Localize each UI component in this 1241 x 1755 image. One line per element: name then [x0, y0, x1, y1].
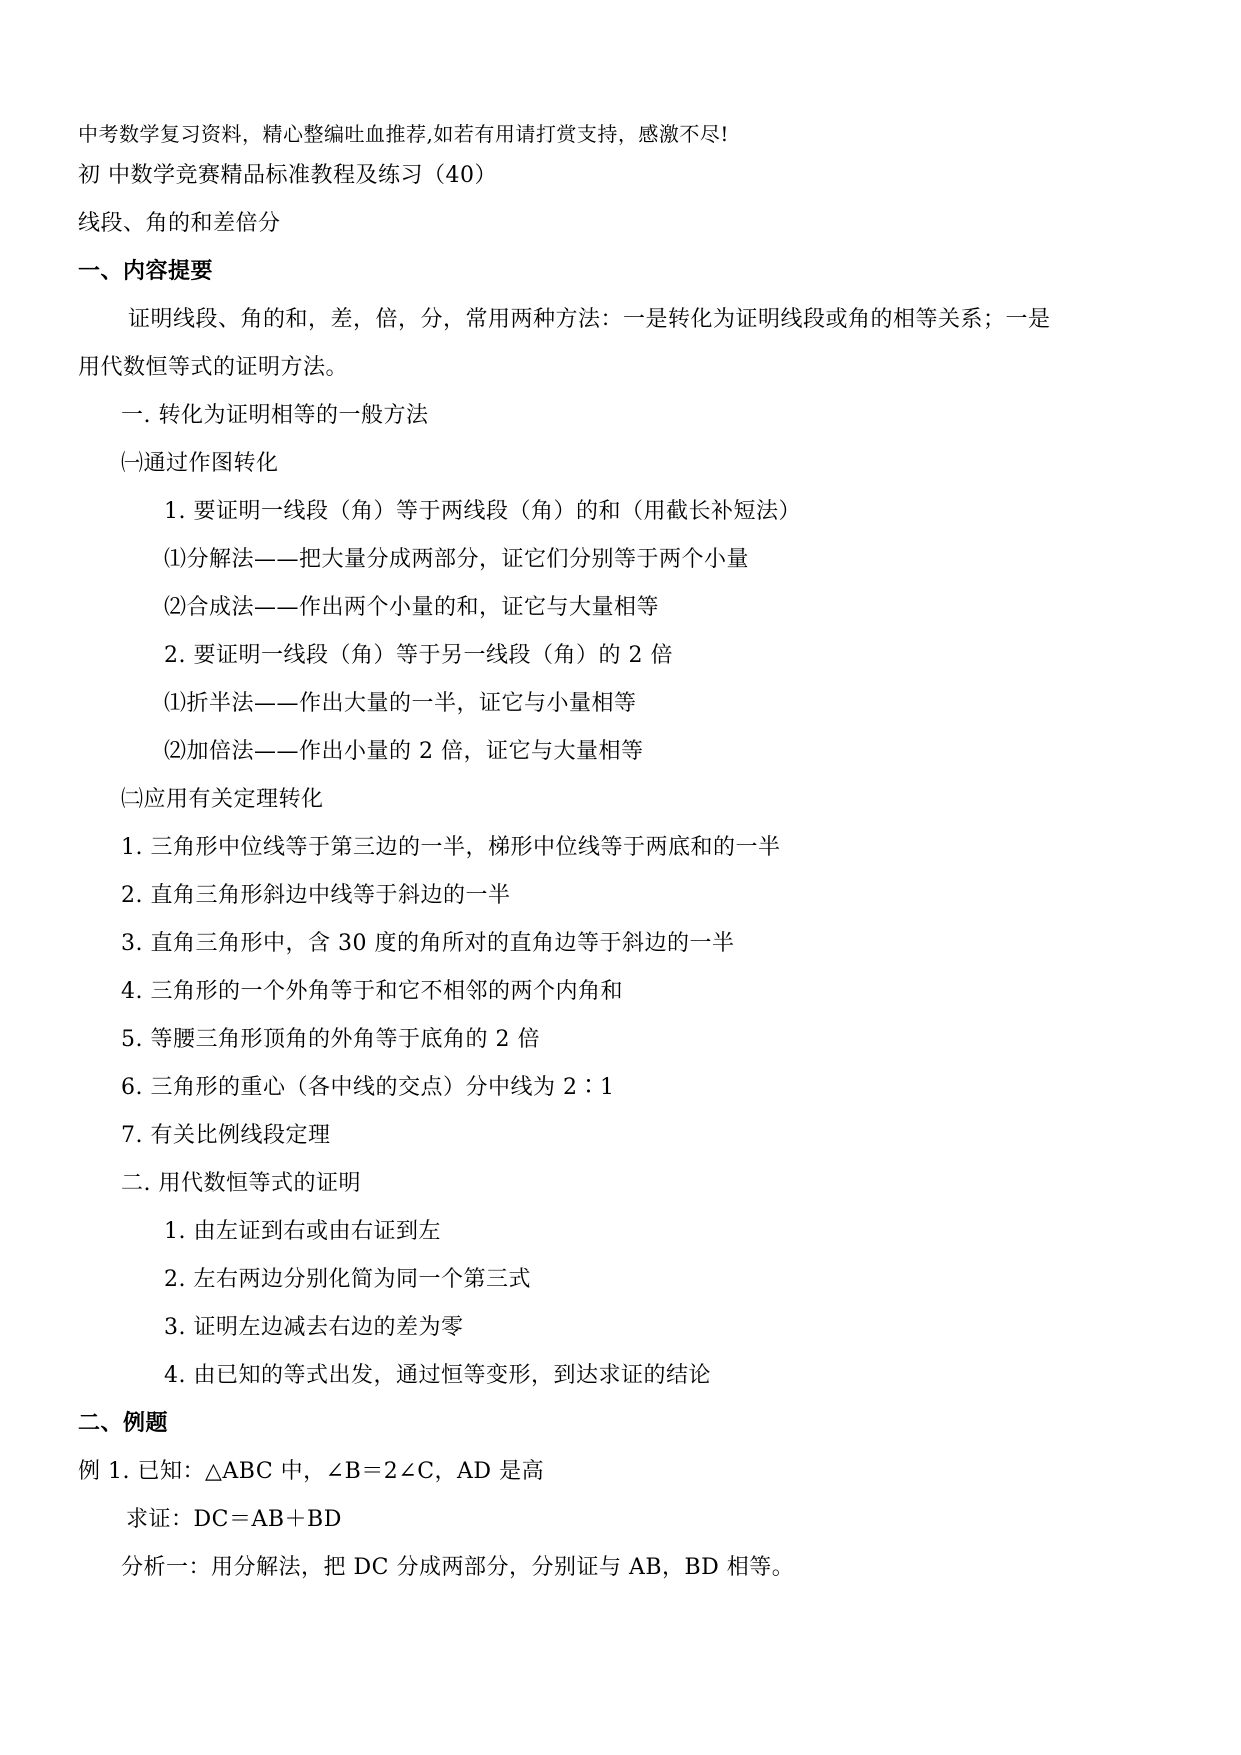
section-heading-content-summary: 一、内容提要	[78, 259, 214, 284]
list-item: 1. 要证明一线段（角）等于两线段（角）的和（用截长补短法）	[164, 499, 801, 524]
list-item: 1. 由左证到右或由右证到左	[164, 1219, 441, 1244]
list-item: 2. 直角三角形斜边中线等于斜边的一半	[121, 883, 511, 908]
list-item: 6. 三角形的重心（各中线的交点）分中线为 2∶1	[121, 1075, 615, 1100]
list-item: ⑴分解法——把大量分成两部分，证它们分别等于两个小量	[164, 547, 750, 572]
list-item: 3. 直角三角形中，含 30 度的角所对的直角边等于斜边的一半	[121, 931, 735, 956]
list-item: ⑴折半法——作出大量的一半，证它与小量相等	[164, 691, 637, 716]
list-item: 7. 有关比例线段定理	[121, 1123, 331, 1148]
example1-prove: 求证：DC＝AB＋BD	[126, 1507, 342, 1532]
part2-heading: 二. 用代数恒等式的证明	[121, 1171, 361, 1196]
list-item: 4. 三角形的一个外角等于和它不相邻的两个内角和	[121, 979, 623, 1004]
list-item: 2. 左右两边分别化简为同一个第三式	[164, 1267, 531, 1292]
intro-paragraph-line-1: 证明线段、角的和，差，倍，分，常用两种方法：一是转化为证明线段或角的相等关系；一是	[128, 307, 1051, 332]
list-item: 4. 由已知的等式出发，通过恒等变形，到达求证的结论	[164, 1363, 711, 1388]
list-item: 3. 证明左边减去右边的差为零	[164, 1315, 464, 1340]
section-heading-examples: 二、例题	[78, 1411, 169, 1436]
part1-heading: 一. 转化为证明相等的一般方法	[121, 403, 429, 428]
example1-analysis: 分析一：用分解法，把 DC 分成两部分，分别证与 AB，BD 相等。	[121, 1555, 795, 1580]
intro-paragraph-line-2: 用代数恒等式的证明方法。	[78, 355, 349, 380]
list-item: 2. 要证明一线段（角）等于另一线段（角）的 2 倍	[164, 643, 673, 668]
document-title: 初 中数学竞赛精品标准教程及练习（40）	[78, 163, 497, 188]
list-item: ⑵加倍法——作出小量的 2 倍，证它与大量相等	[164, 739, 644, 764]
sub2-heading: ㈡应用有关定理转化	[121, 787, 324, 812]
sub1-heading: ㈠通过作图转化	[121, 451, 279, 476]
list-item: 5. 等腰三角形顶角的外角等于底角的 2 倍	[121, 1027, 540, 1052]
document-subtitle: 线段、角的和差倍分	[78, 211, 281, 236]
example1-given: 例 1. 已知：△ABC 中，∠B＝2∠C，AD 是高	[78, 1459, 545, 1484]
list-item: 1. 三角形中位线等于第三边的一半，梯形中位线等于两底和的一半	[121, 835, 781, 860]
list-item: ⑵合成法——作出两个小量的和，证它与大量相等	[164, 595, 660, 620]
header-note: 中考数学复习资料，精心整编吐血推荐,如若有用请打赏支持，感激不尽!	[78, 122, 729, 146]
